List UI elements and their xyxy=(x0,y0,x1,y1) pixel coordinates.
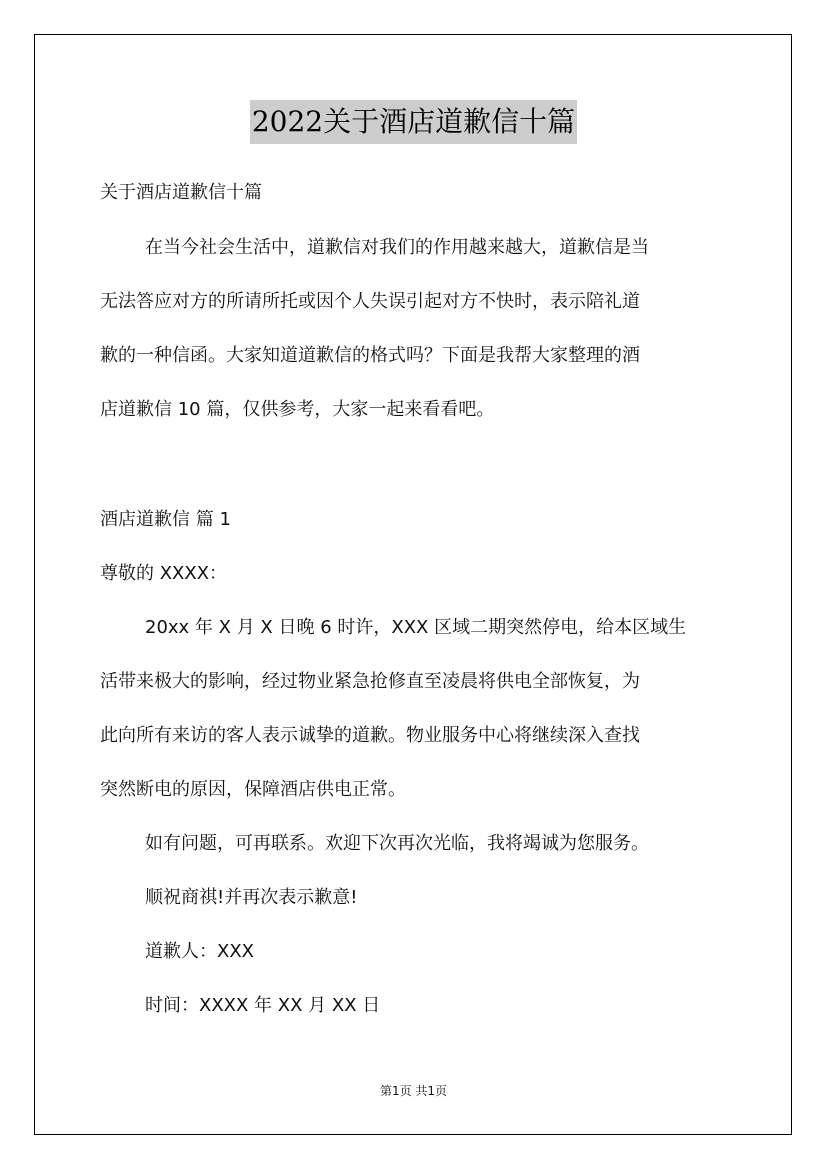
intro-line: 歉的一种信函。大家知道道歉信的格式吗？下面是我帮大家整理的酒 xyxy=(100,345,640,366)
title-container xyxy=(0,100,827,144)
intro-line: 无法答应对方的所请所托或因个人失误引起对方不快时，表示陪礼道 xyxy=(100,291,640,312)
document-subtitle: 关于酒店道歉信十篇 xyxy=(100,182,262,203)
document-title: 2022关于酒店道歉信十篇 xyxy=(250,100,577,144)
section-heading: 酒店道歉信 篇 1 xyxy=(100,509,231,530)
contact-line: 如有问题，可再联系。欢迎下次再次光临，我将竭诚为您服务。 xyxy=(145,833,649,854)
closing-line: 顺祝商祺!并再次表示歉意! xyxy=(145,887,358,908)
intro-line: 店道歉信 10 篇，仅供参考，大家一起来看看吧。 xyxy=(100,399,495,420)
intro-line: 在当今社会生活中，道歉信对我们的作用越来越大，道歉信是当 xyxy=(145,237,649,258)
body-line: 20xx 年 X 月 X 日晚 6 时许，XXX 区域二期突然停电，给本区域生 xyxy=(145,617,687,638)
signer: 道歉人：XXX xyxy=(145,941,254,962)
body-line: 活带来极大的影响，经过物业紧急抢修直至凌晨将供电全部恢复，为 xyxy=(100,671,640,692)
body-line: 突然断电的原因，保障酒店供电正常。 xyxy=(100,779,406,800)
date: 时间：XXXX 年 XX 月 XX 日 xyxy=(145,995,381,1016)
body-line: 此向所有来访的客人表示诚挚的道歉。物业服务中心将继续深入查找 xyxy=(100,725,640,746)
page-footer: 第1页 共1页 xyxy=(379,1084,448,1098)
salutation: 尊敬的 XXXX： xyxy=(100,563,228,584)
